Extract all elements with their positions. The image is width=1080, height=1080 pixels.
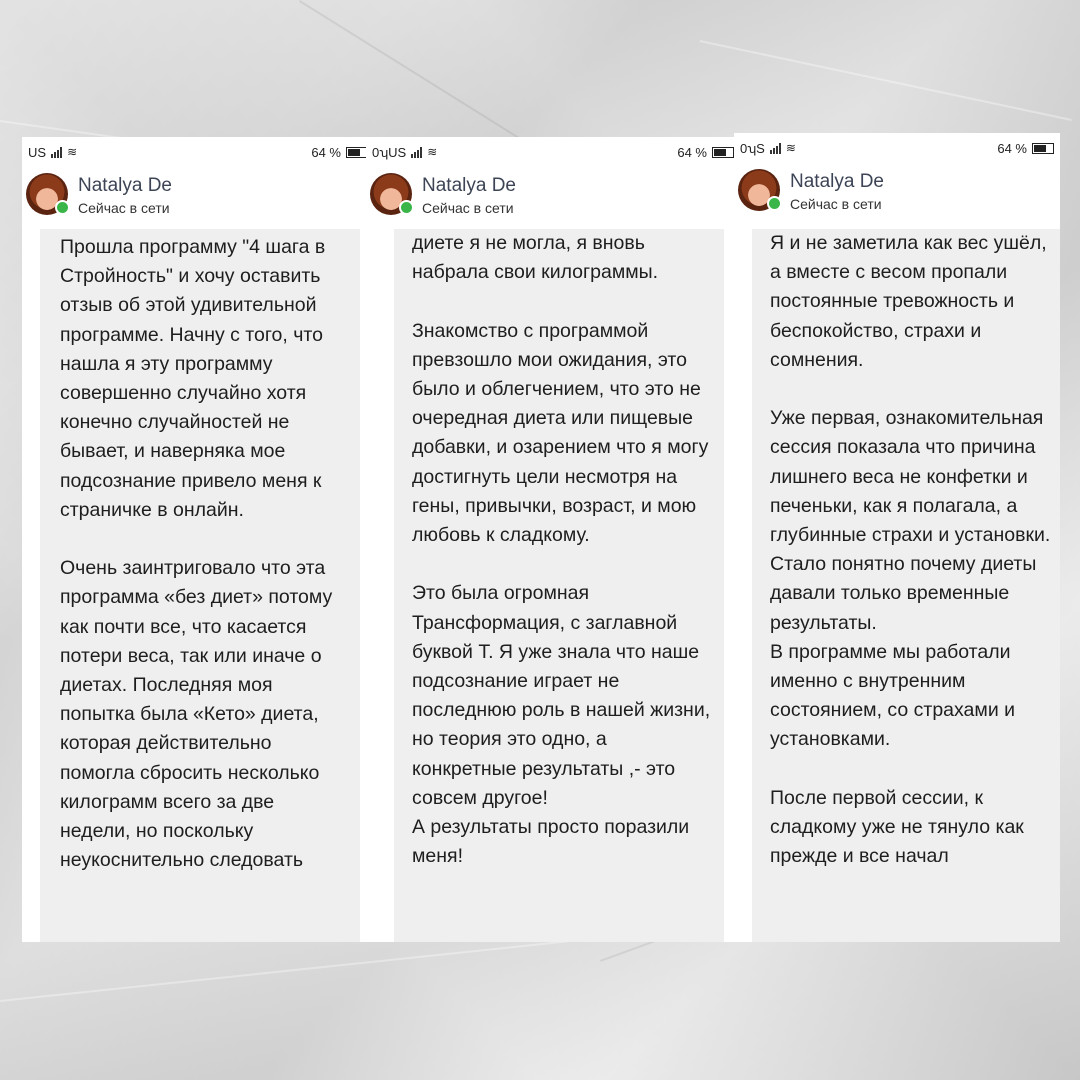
presence-status: Сейчас в сети — [422, 200, 514, 216]
avatar[interactable] — [370, 173, 412, 215]
chat-screenshot-2 — [366, 137, 740, 942]
paragraph-gap — [770, 375, 1056, 404]
presence-status: Сейчас в сети — [790, 196, 882, 212]
carrier-label: 0ʮUS — [372, 144, 407, 160]
paper-crease — [700, 40, 1072, 121]
battery-icon — [1032, 143, 1054, 154]
message-paragraph: Это была огромная Трансформация, с заглавной буквой Т. Я уже знала что наше подсознание играет не последнюю роль в нашей жизни, но теория это одно, а конкретные результаты ,- это совсем другое! — [412, 582, 711, 809]
message-paragraph: В программе мы работали именно с внутренним состоянием, со страхами и установками. — [770, 640, 1016, 751]
signal-icon — [51, 147, 62, 158]
chat-header — [734, 163, 1060, 225]
status-bar — [734, 133, 1060, 163]
signal-icon — [770, 143, 781, 154]
battery-label: 64 % — [997, 140, 1027, 156]
contact-name[interactable]: Natalya De — [78, 175, 172, 196]
carrier-label: US — [28, 144, 47, 160]
avatar[interactable] — [738, 169, 780, 211]
online-indicator-icon — [55, 200, 70, 215]
paragraph-gap — [412, 287, 714, 316]
message-paragraph: А результаты просто поразили меня! — [412, 816, 690, 868]
presence-status: Сейчас в сети — [78, 200, 170, 216]
contact-name[interactable]: Natalya De — [790, 171, 884, 192]
message-bubble — [752, 229, 1060, 942]
message-paragraph: Прошла программу "4 шага в Стройность" и хочу оставить отзыв об этой удивительной программе. Начну с того, что нашла я эту программу совершенно случайно хотя конечно случайностей не бывает, и наверняка мое подсознание привело меня к страничке в онлайн. — [60, 236, 326, 521]
carrier-label: 0ʮS — [740, 140, 765, 156]
status-bar — [366, 137, 740, 167]
status-bar — [22, 137, 374, 167]
signal-icon — [411, 147, 422, 158]
wifi-icon: ≋ — [785, 141, 796, 155]
message-paragraph: диете я не могла, я вновь набрала свои килограммы. — [412, 232, 659, 284]
message-paragraph: После первой сессии, к сладкому уже не тянуло как прежде и все начал — [770, 786, 1024, 868]
chat-screenshot-3 — [734, 133, 1060, 942]
message-paragraph: Очень заинтриговало что эта программа «без диет» потому как почти все, что касается потери веса, так или иначе о диетах. Последняя моя попытка была «Кето» диета, которая действительно помогла сбросить несколько килограмм всего за две недели, но поскольку неукоснительно следовать — [60, 557, 333, 872]
message-bubble — [394, 229, 724, 942]
paragraph-gap — [60, 525, 348, 554]
wifi-icon: ≋ — [427, 145, 438, 159]
paragraph-gap — [770, 755, 1056, 784]
chat-screenshot-1 — [22, 137, 374, 942]
paragraph-gap — [412, 550, 714, 579]
online-indicator-icon — [767, 196, 782, 211]
avatar[interactable] — [26, 173, 68, 215]
message-paragraph: Уже первая, ознакомительная сессия показала что причина лишнего веса не конфетки и печеньки, как я полагала, а глубинные страхи и установки. Стало понятно почему диеты давали только временные результаты. — [770, 407, 1051, 634]
battery-label: 64 % — [311, 144, 341, 160]
message-bubble — [40, 229, 360, 942]
message-paragraph: Я и не заметила как вес ушёл, а вместе с весом пропали постоянные тревожность и беспокойство, страхи и сомнения. — [770, 232, 1047, 371]
battery-icon — [346, 147, 368, 158]
chat-header — [22, 167, 374, 229]
online-indicator-icon — [399, 200, 414, 215]
message-paragraph: Знакомство с программой превзошло мои ожидания, это было и облегчением, что это не очередная диета или пищевые добавки, и озарением что я могу достигнуть цели несмотря на гены, привычки, возраст, и мою любовь к сладкому. — [412, 319, 709, 547]
contact-name[interactable]: Natalya De — [422, 175, 516, 196]
battery-label: 64 % — [677, 144, 707, 160]
battery-icon — [712, 147, 734, 158]
chat-header — [366, 167, 740, 229]
wifi-icon: ≋ — [67, 145, 78, 159]
